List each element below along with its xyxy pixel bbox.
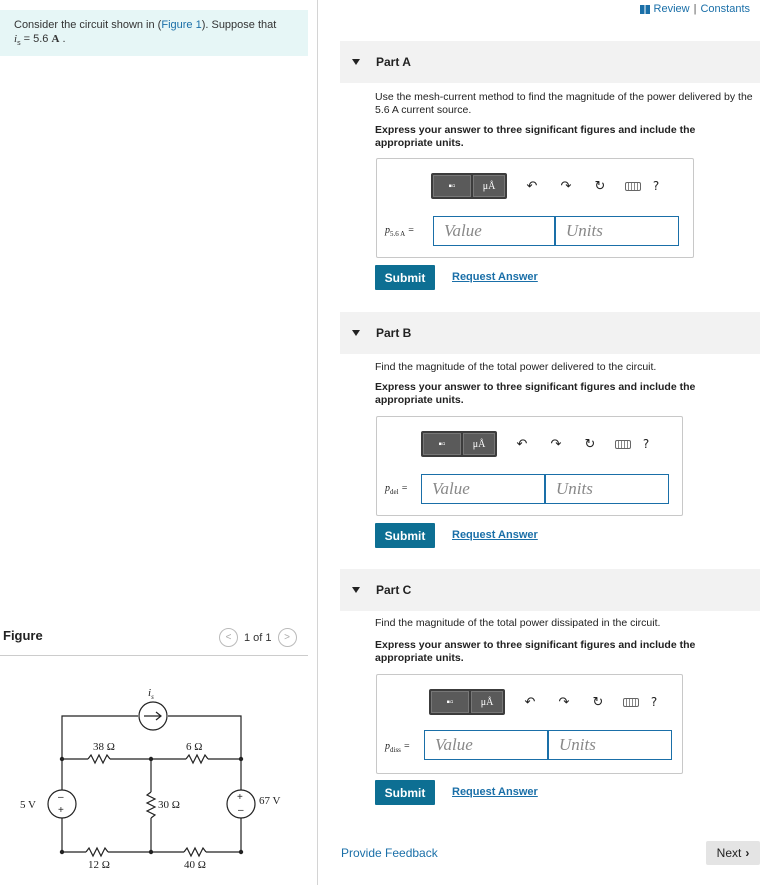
- circuit-diagram: [0, 680, 310, 875]
- provide-feedback-link[interactable]: Provide Feedback: [341, 846, 438, 860]
- resistor-12-label: 12 Ω: [88, 859, 110, 871]
- part-b-value-input[interactable]: Value: [421, 474, 545, 504]
- part-c-instruction: Find the magnitude of the total power dissipated in the circuit.: [375, 617, 661, 629]
- units-mu-button[interactable]: μÅ: [463, 433, 495, 455]
- keyboard-icon[interactable]: [615, 440, 631, 449]
- part-a-field-label: $p_{5.6 A}$ =: [385, 225, 415, 238]
- part-b-toolbar: [421, 431, 657, 457]
- resistor-38-label: 38 Ω: [93, 741, 115, 753]
- part-c-units-input[interactable]: Units: [548, 730, 672, 760]
- part-b-title: Part B: [376, 326, 412, 340]
- part-c-request-answer[interactable]: Request Answer: [452, 786, 538, 798]
- figure-pager: [219, 628, 297, 647]
- figure-divider: [0, 655, 308, 656]
- part-a-title: Part A: [376, 55, 411, 69]
- top-links: [640, 3, 750, 15]
- redo-icon[interactable]: ↷: [558, 694, 570, 710]
- next-figure-button[interactable]: >: [278, 628, 297, 647]
- help-icon[interactable]: ?: [652, 179, 660, 193]
- link-separator: |: [693, 3, 697, 15]
- part-b-field-label: $p_{del}$ =: [385, 483, 408, 496]
- voltage-5v-label: 5 V: [20, 799, 36, 811]
- svg-text:+: +: [58, 805, 64, 816]
- part-c-submit-button[interactable]: Submit: [375, 780, 435, 805]
- template-buttons: [431, 173, 507, 199]
- undo-icon[interactable]: ↶: [524, 694, 536, 710]
- part-a-submit-button[interactable]: Submit: [375, 265, 435, 290]
- column-divider: [317, 0, 318, 885]
- part-a-express: Express your answer to three significant figures and include the appropriate units.: [375, 124, 696, 149]
- part-c-toolbar: [429, 689, 665, 715]
- redo-icon[interactable]: ↷: [550, 436, 562, 452]
- collapse-triangle-icon: [352, 330, 360, 336]
- undo-icon[interactable]: ↶: [516, 436, 528, 452]
- resistor-40-label: 40 Ω: [184, 859, 206, 871]
- help-icon[interactable]: ?: [642, 437, 650, 451]
- part-c-header[interactable]: [340, 569, 760, 611]
- figure-page-count: 1 of 1: [244, 631, 272, 644]
- part-b-answer-box: [376, 416, 683, 516]
- prev-figure-button[interactable]: <: [219, 628, 238, 647]
- units-mu-button[interactable]: μÅ: [471, 691, 503, 713]
- constants-link[interactable]: Constants: [700, 3, 750, 15]
- part-c-value-input[interactable]: Value: [424, 730, 548, 760]
- current-source-label: $i_s$: [148, 687, 154, 701]
- part-c-express: Express your answer to three significant figures and include the appropriate units.: [375, 639, 696, 664]
- part-a-toolbar: [431, 173, 667, 199]
- redo-icon[interactable]: ↷: [560, 178, 572, 194]
- part-a-value-input[interactable]: Value: [433, 216, 555, 246]
- part-a-answer-box: [376, 158, 694, 258]
- part-b-instruction: Find the magnitude of the total power delivered to the circuit.: [375, 361, 657, 373]
- reset-icon[interactable]: ↻: [584, 436, 596, 452]
- resistor-30-label: 30 Ω: [158, 799, 180, 811]
- units-mu-button[interactable]: μÅ: [473, 175, 505, 197]
- chevron-right-icon: ›: [745, 846, 750, 860]
- part-b-request-answer[interactable]: Request Answer: [452, 529, 538, 541]
- template-icon[interactable]: ▪▫: [431, 691, 469, 713]
- keyboard-icon[interactable]: [625, 182, 641, 191]
- collapse-triangle-icon: [352, 587, 360, 593]
- part-a-request-answer[interactable]: Request Answer: [452, 271, 538, 283]
- collapse-triangle-icon: [352, 59, 360, 65]
- part-c-title: Part C: [376, 583, 412, 597]
- part-b-express: Express your answer to three significant figures and include the appropriate units.: [375, 381, 696, 406]
- figure-link[interactable]: Figure 1: [161, 19, 202, 31]
- keyboard-icon[interactable]: [623, 698, 639, 707]
- review-icon: [640, 5, 650, 14]
- review-link[interactable]: Review: [653, 3, 690, 15]
- template-icon[interactable]: ▪▫: [423, 433, 461, 455]
- svg-text:–: –: [238, 805, 244, 816]
- part-c-answer-box: [376, 674, 683, 774]
- template-icon[interactable]: ▪▫: [433, 175, 471, 197]
- reset-icon[interactable]: ↻: [594, 178, 606, 194]
- next-button[interactable]: [706, 841, 760, 865]
- figure-title: Figure: [3, 628, 43, 643]
- part-a-instruction: Use the mesh-current method to find the magnitude of the power delivered by the 5.6 A current source.: [375, 91, 753, 116]
- problem-statement: Consider the circuit shown in (Figure 1). Suppose that $i_s = 5.6$ A .: [0, 10, 308, 56]
- part-a-header[interactable]: [340, 41, 760, 83]
- part-c-field-label: $p_{diss}$ =: [385, 741, 411, 754]
- next-label: Next: [716, 846, 742, 860]
- reset-icon[interactable]: ↻: [592, 694, 604, 710]
- voltage-67v-label: 67 V: [259, 795, 281, 807]
- template-buttons: [421, 431, 497, 457]
- part-b-units-input[interactable]: Units: [545, 474, 669, 504]
- resistor-6-label: 6 Ω: [186, 741, 203, 753]
- part-b-submit-button[interactable]: Submit: [375, 523, 435, 548]
- template-buttons: [429, 689, 505, 715]
- part-b-header[interactable]: [340, 312, 760, 354]
- help-icon[interactable]: ?: [650, 695, 658, 709]
- svg-text:–: –: [58, 792, 64, 803]
- undo-icon[interactable]: ↶: [526, 178, 538, 194]
- svg-text:+: +: [237, 792, 243, 803]
- part-a-units-input[interactable]: Units: [555, 216, 679, 246]
